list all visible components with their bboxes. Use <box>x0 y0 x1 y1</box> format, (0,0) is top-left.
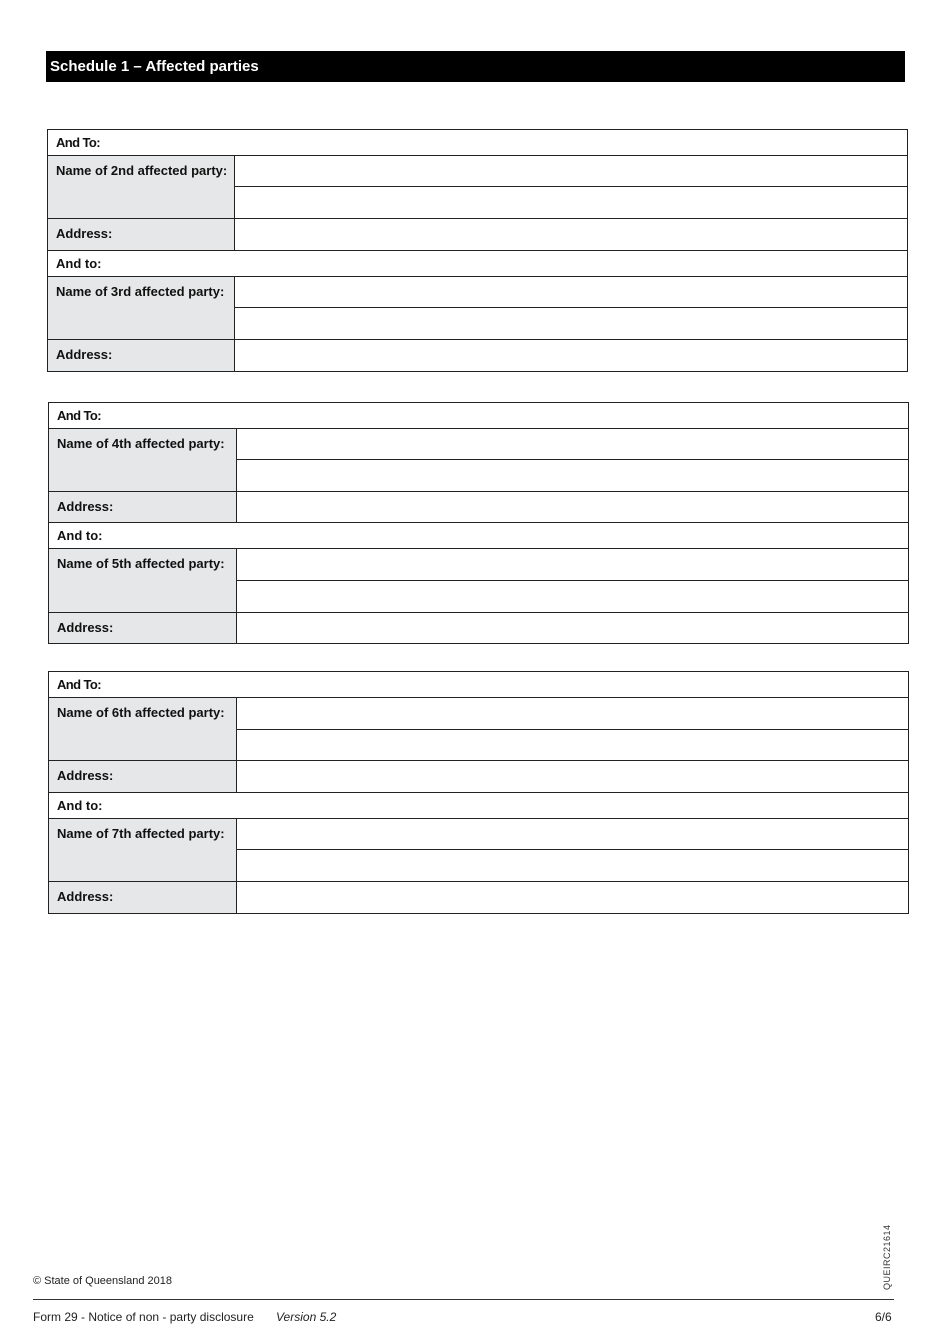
and-to-label: And To: <box>49 672 909 698</box>
party-6-name-input-line-1[interactable] <box>237 706 908 721</box>
party-7-name-input-line-1[interactable] <box>237 827 908 842</box>
party-5-address-input[interactable] <box>237 621 908 636</box>
footer-divider <box>33 1299 894 1300</box>
version-label: Version 5.2 <box>276 1310 337 1324</box>
party-2-name-input-line-2[interactable] <box>235 195 907 210</box>
address-label: Address: <box>49 492 237 523</box>
party-4-name-field-line-2[interactable] <box>237 460 909 492</box>
party-3-address-input[interactable] <box>235 348 907 363</box>
affected-parties-table-3 <box>48 671 909 914</box>
party-5-name-field-line-1[interactable] <box>237 549 909 581</box>
party-4-name-input-line-2[interactable] <box>237 468 908 483</box>
party-2-address-field[interactable] <box>235 219 908 251</box>
party-5-address-field[interactable] <box>237 613 909 644</box>
party-name-label: Name of 5th affected party: <box>49 549 237 613</box>
party-7-address-field[interactable] <box>237 882 909 914</box>
party-6-name-field-line-1[interactable] <box>237 698 909 730</box>
party-name-label: Name of 7th affected party: <box>49 819 237 882</box>
party-6-name-input-line-2[interactable] <box>237 738 908 753</box>
party-6-address-field[interactable] <box>237 761 909 793</box>
affected-parties-table-1 <box>47 129 908 372</box>
party-name-label: Name of 3rd affected party: <box>48 277 235 340</box>
and-to-label: And To: <box>48 130 908 156</box>
party-2-address-input[interactable] <box>235 227 907 242</box>
address-label: Address: <box>48 219 235 251</box>
party-3-name-field-line-2[interactable] <box>235 308 908 340</box>
copyright-notice: © State of Queensland 2018 <box>33 1275 172 1287</box>
party-3-name-input-line-1[interactable] <box>235 285 907 300</box>
and-to-label: And To: <box>49 403 909 429</box>
address-label: Address: <box>49 613 237 644</box>
address-label: Address: <box>49 882 237 914</box>
address-label: Address: <box>49 761 237 793</box>
party-4-address-field[interactable] <box>237 492 909 523</box>
party-7-address-input[interactable] <box>237 890 908 905</box>
and-to-label: And to: <box>49 793 909 819</box>
party-7-name-field-line-1[interactable] <box>237 819 909 850</box>
party-3-name-input-line-2[interactable] <box>235 316 907 331</box>
party-6-name-field-line-2[interactable] <box>237 730 909 761</box>
party-2-name-field-line-2[interactable] <box>235 187 908 219</box>
party-2-name-input-line-1[interactable] <box>235 164 907 179</box>
form-title: Form 29 - Notice of non - party disclosure <box>33 1310 254 1324</box>
party-name-label: Name of 6th affected party: <box>49 698 237 761</box>
party-name-label: Name of 4th affected party: <box>49 429 237 492</box>
schedule-heading: Schedule 1 – Affected parties <box>46 51 905 82</box>
party-3-address-field[interactable] <box>235 340 908 372</box>
party-5-name-field-line-2[interactable] <box>237 581 909 613</box>
affected-parties-table-2 <box>48 402 909 644</box>
party-4-name-input-line-1[interactable] <box>237 437 908 452</box>
document-code: QUEIRC21614 <box>882 1224 892 1290</box>
party-5-name-input-line-2[interactable] <box>237 589 908 604</box>
party-name-label: Name of 2nd affected party: <box>48 156 235 219</box>
party-5-name-input-line-1[interactable] <box>237 557 908 572</box>
and-to-label: And to: <box>49 523 909 549</box>
party-2-name-field-line-1[interactable] <box>235 156 908 187</box>
party-4-name-field-line-1[interactable] <box>237 429 909 460</box>
party-7-name-field-line-2[interactable] <box>237 850 909 882</box>
party-3-name-field-line-1[interactable] <box>235 277 908 308</box>
party-6-address-input[interactable] <box>237 769 908 784</box>
party-4-address-input[interactable] <box>237 500 908 515</box>
party-7-name-input-line-2[interactable] <box>237 858 908 873</box>
and-to-label: And to: <box>48 251 908 277</box>
page-number: 6/6 <box>875 1310 892 1324</box>
address-label: Address: <box>48 340 235 372</box>
